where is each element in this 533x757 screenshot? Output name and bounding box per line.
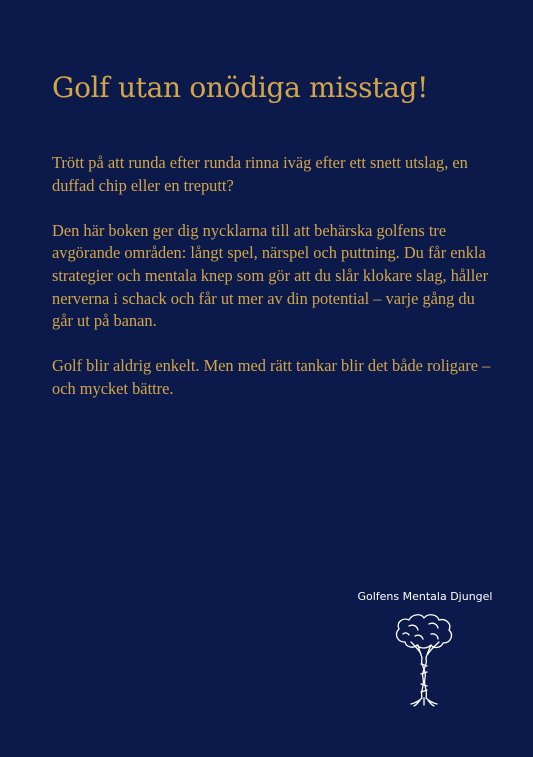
blurb-paragraph-3: Golf blir aldrig enkelt. Men med rätt tankar blir det både roligare – och mycket bättre.	[52, 356, 491, 398]
blurb	[52, 152, 492, 423]
brand-name: Golfens Mentala Djungel	[357, 590, 493, 603]
blurb-paragraph-2: Den här boken ger dig nycklarna till att behärska golfens tre avgörande områden: långt spel, närspel och puttning. Du får enkla strategier och mentala knep som gör att du slår klokare slag, håller nerverna i schack och får ut mer av din potential – varje gång du går ut på banan.	[52, 220, 489, 331]
blurb-paragraph-1: Trött på att runda efter runda rinna iväg efter ett snett utslag, en duffad chip eller en treputt?	[52, 153, 468, 195]
page-title: Golf utan onödiga misstag!	[52, 71, 429, 104]
tree-icon	[391, 612, 457, 708]
